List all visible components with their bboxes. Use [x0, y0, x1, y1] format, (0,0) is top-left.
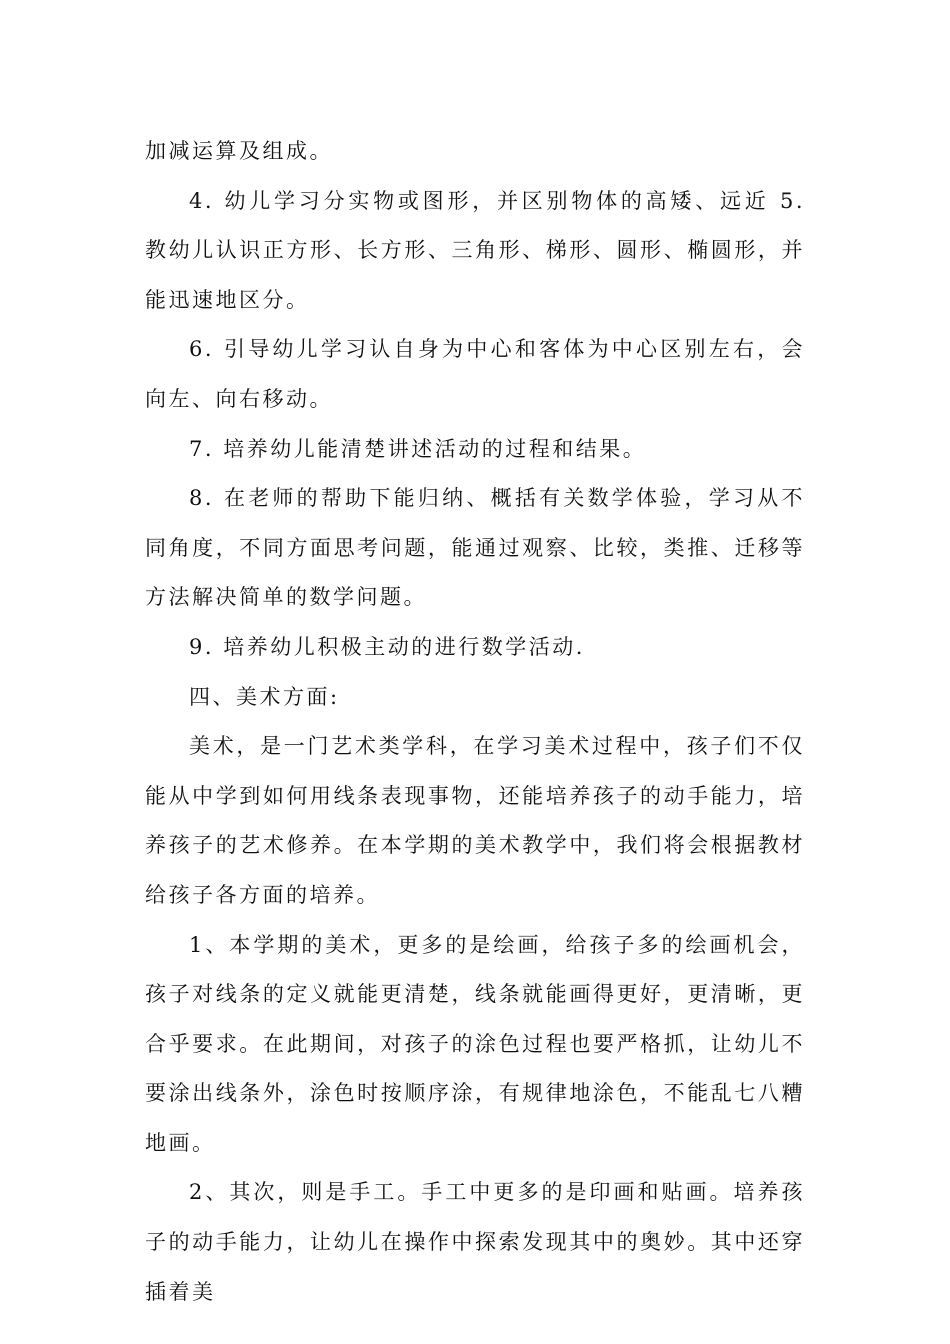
paragraph-art-intro: 美术，是一门艺术类学科，在学习美术过程中，孩子们不仅能从中学到如何用线条表现事物，还能培养孩子的动手能力，培养孩子的艺术修养。在本学期的美术教学中，我们将会根据教材给孩子各方面的培养。 — [145, 734, 805, 907]
paragraph-continuation: 加减运算及组成。 — [145, 139, 333, 163]
paragraph-item-7: 7. 培养幼儿能清楚讲述活动的过程和结果。 — [189, 436, 647, 461]
document-body — [145, 127, 805, 1317]
section-heading-art: 四、美术方面: — [189, 684, 340, 709]
paragraph-item-9: 9. 培养幼儿积极主动的进行数学活动. — [189, 634, 585, 659]
paragraph-art-item-1: 1、本学期的美术，更多的是绘画，给孩子多的绘画机会，孩子对线条的定义就能更清楚，线条就能画得更好，更清晰，更合乎要求。在此期间，对孩子的涂色过程也要严格抓，让幼儿不要涂出线条外，涂色时按顺序涂，有规律地涂色，不能乱七八糟地画。 — [145, 932, 805, 1155]
paragraph-art-item-2: 2、其次，则是手工。手工中更多的是印画和贴画。培养孩子的动手能力，让幼儿在操作中探索发现其中的奥妙。其中还穿插着美 — [145, 1180, 805, 1304]
paragraph-item-6: 6. 引导幼儿学习认自身为中心和客体为中心区别左右，会向左、向右移动。 — [145, 337, 805, 411]
paragraph-item-8: 8. 在老师的帮助下能归纳、概括有关数学体验，学习从不同角度，不同方面思考问题，能通过观察、比较，类推、迁移等方法解决简单的数学问题。 — [145, 486, 805, 610]
paragraph-item-4-5: 4. 幼儿学习分实物或图形，并区别物体的高矮、远近 5. 教幼儿认识正方形、长方形、三角形、梯形、圆形、椭圆形，并能迅速地区分。 — [145, 188, 805, 312]
